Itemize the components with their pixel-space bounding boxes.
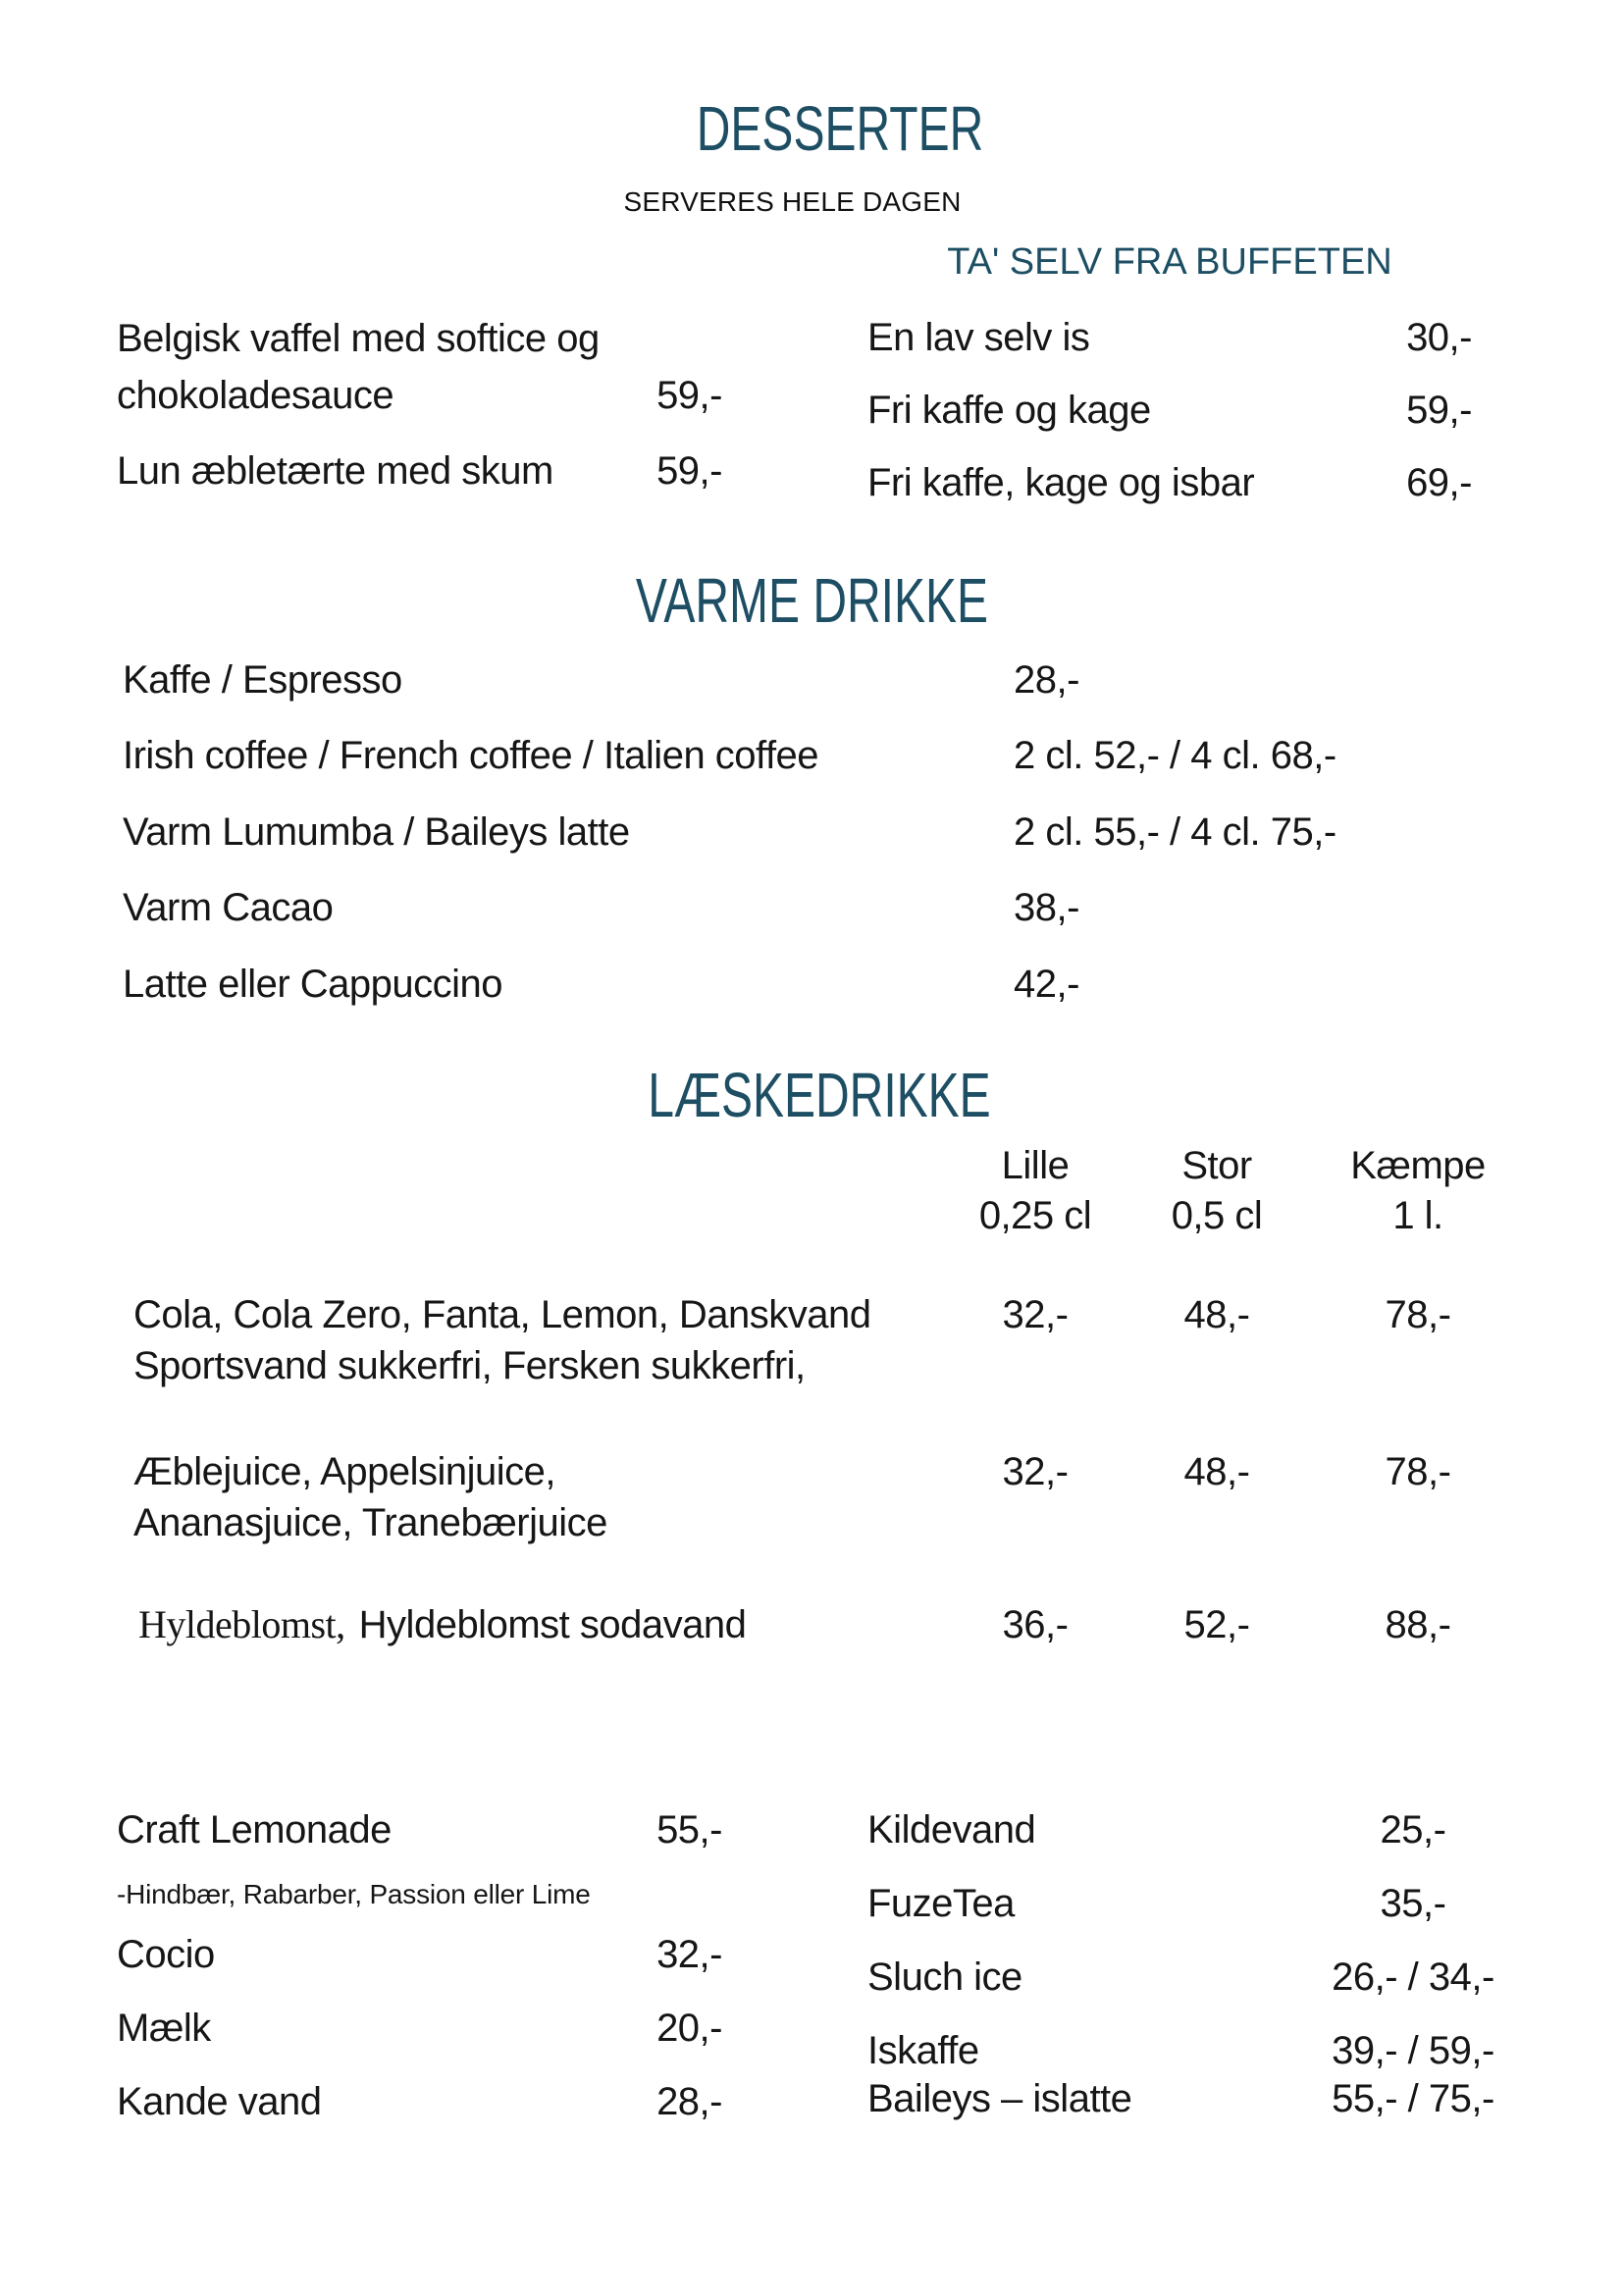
- item-name: Kande vand: [117, 2080, 322, 2123]
- bottom-left-item: [117, 2005, 722, 2052]
- buffet-item: [867, 459, 1472, 506]
- item-name: FuzeTea: [867, 1882, 1015, 1925]
- size-column-volume: 1 l.: [1392, 1194, 1443, 1237]
- item-name: Mælk: [117, 2007, 211, 2050]
- hot-drink-price: 42,-: [1014, 963, 1079, 1006]
- item-price: 39,- / 59,-: [1332, 2029, 1494, 2072]
- bottom-left-item: [117, 2078, 722, 2125]
- size-column-volume: 0,25 cl: [978, 1194, 1092, 1237]
- buffet-item-name: Fri kaffe og kage: [867, 389, 1151, 432]
- item-price: 28,-: [656, 2080, 722, 2123]
- item-name: Iskaffe: [867, 2029, 979, 2072]
- bottom-right-item: [867, 1806, 1535, 1853]
- size-column-label: Lille: [1001, 1144, 1070, 1187]
- item-name: Cocio: [117, 1933, 215, 1976]
- bottom-right-item: [867, 1954, 1535, 2001]
- hot-drink-price: 2 cl. 55,- / 4 cl. 75,-: [1014, 810, 1336, 854]
- juice-names: Ananasjuice, Tranebærjuice: [133, 1501, 607, 1544]
- juice-price-large: 48,-: [1183, 1450, 1250, 1493]
- item-name: Sluch ice: [867, 1956, 1022, 1999]
- page-title-text: DESSERTER: [697, 93, 984, 164]
- buffet-item-price: 30,-: [1406, 316, 1472, 359]
- buffet-item-price: 69,-: [1406, 461, 1472, 504]
- dessert-item-name-part2: chokoladesauce: [117, 374, 394, 417]
- soft-drink-names: Cola, Cola Zero, Fanta, Lemon, Danskvand: [133, 1293, 871, 1336]
- elderflower-row: [138, 1601, 1527, 1648]
- soft-drink-price-jumbo: 78,-: [1385, 1293, 1451, 1336]
- dessert-item-price: 59,-: [656, 449, 722, 493]
- bottom-right-item: [867, 2075, 1535, 2122]
- elderflower-name: Hyldeblomst sodavand: [358, 1603, 747, 1646]
- hot-drinks-heading: [0, 565, 1624, 636]
- dessert-item-name-part1: Belgisk vaffel med softice og: [117, 317, 600, 360]
- bottom-right-item: [867, 2027, 1535, 2074]
- item-name: Kildevand: [867, 1808, 1036, 1852]
- juice-names: Æblejuice, Appelsinjuice,: [133, 1450, 555, 1493]
- soft-drink-row-line1: [133, 1291, 1527, 1338]
- buffet-item-price: 59,-: [1406, 389, 1472, 432]
- hot-drink-item: [123, 808, 1398, 856]
- dessert-item-line2: [117, 372, 722, 419]
- buffet-item: [867, 387, 1472, 434]
- hot-drink-name: Latte eller Cappuccino: [123, 963, 503, 1006]
- elderflower-price-jumbo: 88,-: [1385, 1603, 1451, 1646]
- item-price: 55,- / 75,-: [1332, 2077, 1494, 2120]
- hot-drink-name: Kaffe / Espresso: [123, 658, 402, 702]
- buffet-heading: TA' SELV FRA BUFFETEN: [947, 241, 1392, 283]
- size-column-label: Kæmpe: [1350, 1144, 1486, 1187]
- item-price: 20,-: [656, 2007, 722, 2050]
- size-column-volume: 0,5 cl: [1171, 1194, 1263, 1237]
- item-price: 32,-: [656, 1933, 722, 1976]
- item-price: 25,-: [1380, 1808, 1446, 1852]
- size-column-label: Stor: [1181, 1144, 1252, 1187]
- hot-drink-price: 38,-: [1014, 886, 1079, 929]
- soft-drink-price-large: 48,-: [1183, 1293, 1250, 1336]
- elderflower-name-serif: Hyldeblomst,: [138, 1602, 345, 1646]
- soft-drinks-heading-text: LÆSKEDRIKKE: [647, 1060, 991, 1130]
- hot-drink-name: Varm Lumumba / Baileys latte: [123, 810, 630, 854]
- item-price: 55,-: [656, 1808, 722, 1852]
- page-subtitle: SERVERES HELE DAGEN: [623, 186, 962, 217]
- bottom-left-item: [117, 1806, 722, 1853]
- hot-drink-price: 28,-: [1014, 658, 1079, 702]
- soft-drink-names: Sportsvand sukkerfri, Fersken sukkerfri,: [133, 1344, 806, 1387]
- item-price: 35,-: [1380, 1882, 1446, 1925]
- juice-price-jumbo: 78,-: [1385, 1450, 1451, 1493]
- hot-drink-item: [123, 961, 1398, 1008]
- dessert-item-name: Lun æbletærte med skum: [117, 449, 553, 493]
- soft-drinks-heading: [7, 1060, 1624, 1130]
- elderflower-price-large: 52,-: [1183, 1603, 1250, 1646]
- elderflower-price-small: 36,-: [1002, 1603, 1069, 1646]
- item-price: 26,- / 34,-: [1332, 1956, 1494, 1999]
- dessert-item-price: 59,-: [656, 374, 722, 417]
- page-title: [28, 93, 1624, 164]
- juice-row-line1: [133, 1448, 1527, 1495]
- dessert-item: [117, 447, 722, 495]
- hot-drink-item: [123, 656, 1398, 704]
- bottom-right-item: [867, 1880, 1535, 1927]
- item-name: Baileys – islatte: [867, 2077, 1132, 2120]
- dessert-item-line1: [117, 315, 722, 362]
- hot-drink-item: [123, 884, 1398, 931]
- buffet-item-name: Fri kaffe, kage og isbar: [867, 461, 1255, 504]
- buffet-item-name: En lav selv is: [867, 316, 1090, 359]
- soft-drink-row-line2: [133, 1342, 1527, 1389]
- juice-row-line2: [133, 1499, 1527, 1546]
- lemonade-flavors-note: -Hindbær, Rabarber, Passion eller Lime: [117, 1879, 591, 1909]
- hot-drink-name: Varm Cacao: [123, 886, 334, 929]
- buffet-item: [867, 314, 1472, 361]
- hot-drink-item: [123, 732, 1398, 779]
- bottom-left-item: [117, 1931, 722, 1978]
- hot-drinks-heading-text: VARME DRIKKE: [635, 565, 989, 636]
- hot-drink-name: Irish coffee / French coffee / Italien coffee: [123, 734, 819, 777]
- juice-price-small: 32,-: [1002, 1450, 1069, 1493]
- soft-drink-price-small: 32,-: [1002, 1293, 1069, 1336]
- hot-drink-price: 2 cl. 52,- / 4 cl. 68,-: [1014, 734, 1336, 777]
- item-name: Craft Lemonade: [117, 1808, 392, 1852]
